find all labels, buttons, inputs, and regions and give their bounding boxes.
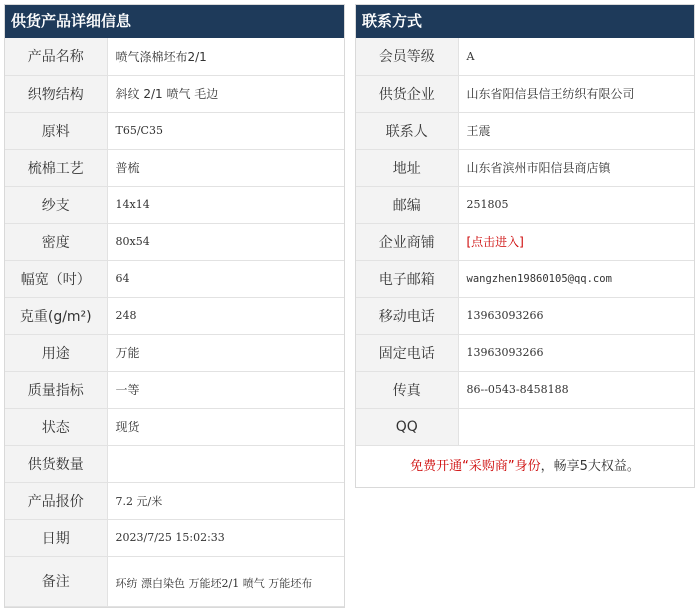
email-value: wangzhen19860105@qq.com — [458, 260, 694, 297]
row-label: 移动电话 — [356, 297, 458, 334]
row-label: 地址 — [356, 149, 458, 186]
buyer-promo — [356, 446, 694, 487]
table-row — [356, 260, 694, 297]
table-row — [356, 371, 694, 408]
table-row — [5, 38, 344, 75]
contact-info-table — [356, 38, 694, 446]
promo-text: ，畅享5大权益。 — [540, 458, 640, 474]
address-value: 山东省滨州市阳信县商店镇 — [458, 149, 694, 186]
row-label: 企业商铺 — [356, 223, 458, 260]
row-value: 斜纹 2/1 喷气 毛边 — [107, 75, 344, 112]
row-label: 纱支 — [5, 186, 107, 223]
open-buyer-link[interactable]: 免费开通“采购商”身份 — [410, 458, 541, 474]
table-row — [5, 519, 344, 556]
shop-enter-link[interactable]: [点击进入] — [466, 235, 524, 249]
row-value: 普梳 — [107, 149, 344, 186]
row-label: 用途 — [5, 334, 107, 371]
row-label: 梳棉工艺 — [5, 149, 107, 186]
contact-person-value: 王震 — [458, 112, 694, 149]
table-row — [356, 297, 694, 334]
row-value: 万能 — [107, 334, 344, 371]
table-row — [356, 223, 694, 260]
table-row — [356, 149, 694, 186]
table-row — [5, 75, 344, 112]
mobile-value: 13963093266 — [458, 297, 694, 334]
row-label: 供货数量 — [5, 445, 107, 482]
table-row — [356, 408, 694, 445]
row-value: 7.2 元/米 — [107, 482, 344, 519]
table-row — [356, 38, 694, 75]
table-row — [5, 334, 344, 371]
table-row — [5, 408, 344, 445]
row-label: 幅宽（吋） — [5, 260, 107, 297]
row-label: 织物结构 — [5, 75, 107, 112]
row-value: 14x14 — [107, 186, 344, 223]
table-row — [5, 482, 344, 519]
table-row — [356, 75, 694, 112]
table-row — [5, 149, 344, 186]
product-details-panel — [4, 4, 345, 608]
contact-info-panel — [355, 4, 695, 488]
row-value: 2023/7/25 15:02:33 — [107, 519, 344, 556]
row-value: 现货 — [107, 408, 344, 445]
table-row — [356, 334, 694, 371]
row-label: 日期 — [5, 519, 107, 556]
table-row — [5, 223, 344, 260]
table-row — [5, 371, 344, 408]
row-label: 质量指标 — [5, 371, 107, 408]
row-label: 密度 — [5, 223, 107, 260]
product-details-table — [5, 38, 344, 607]
table-row — [5, 297, 344, 334]
row-label: QQ — [356, 408, 458, 445]
table-row — [356, 186, 694, 223]
row-value: 喷气涤棉坯布2/1 — [107, 38, 344, 75]
table-row — [5, 556, 344, 606]
company-value: 山东省阳信县信王纺织有限公司 — [458, 75, 694, 112]
row-value: 64 — [107, 260, 344, 297]
row-value: 环纺 漂白染色 万能坯2/1 喷气 万能坯布 — [107, 556, 344, 606]
table-row — [5, 112, 344, 149]
contact-panel-title: 联系方式 — [356, 5, 694, 38]
fax-value: 86--0543-8458188 — [458, 371, 694, 408]
row-label: 状态 — [5, 408, 107, 445]
member-level-value: A — [458, 38, 694, 75]
row-label: 邮编 — [356, 186, 458, 223]
row-label: 供货企业 — [356, 75, 458, 112]
table-row — [5, 186, 344, 223]
row-value: 248 — [107, 297, 344, 334]
qq-value — [458, 408, 694, 445]
row-label: 传真 — [356, 371, 458, 408]
row-value: 一等 — [107, 371, 344, 408]
row-label: 联系人 — [356, 112, 458, 149]
product-panel-title: 供货产品详细信息 — [5, 5, 344, 38]
row-label: 会员等级 — [356, 38, 458, 75]
row-label: 产品名称 — [5, 38, 107, 75]
row-label: 备注 — [5, 556, 107, 606]
row-value — [107, 445, 344, 482]
row-label: 产品报价 — [5, 482, 107, 519]
row-label: 原料 — [5, 112, 107, 149]
row-label: 克重(g/m²) — [5, 297, 107, 334]
row-label: 固定电话 — [356, 334, 458, 371]
row-label: 电子邮箱 — [356, 260, 458, 297]
table-row — [5, 445, 344, 482]
table-row — [356, 112, 694, 149]
postcode-value: 251805 — [458, 186, 694, 223]
row-value: 80x54 — [107, 223, 344, 260]
table-row — [5, 260, 344, 297]
row-value: T65/C35 — [107, 112, 344, 149]
phone-value: 13963093266 — [458, 334, 694, 371]
